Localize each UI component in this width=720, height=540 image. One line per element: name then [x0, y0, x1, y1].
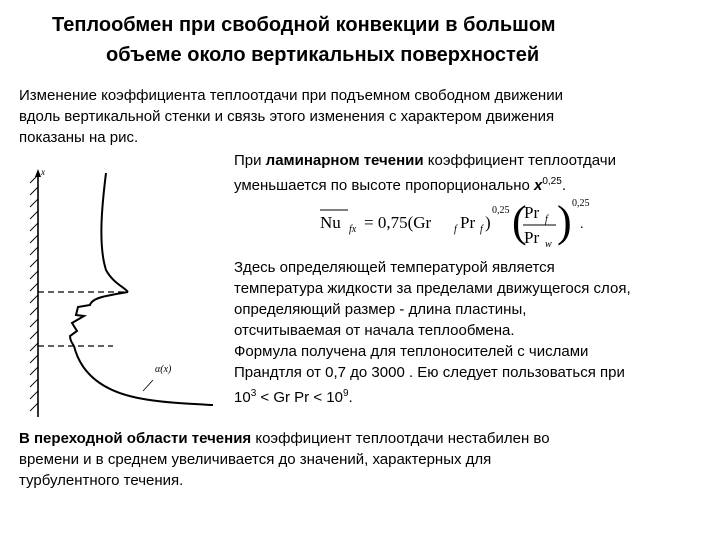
detail-paragraph: [234, 257, 714, 408]
detail-line-1: Здесь определяющей температурой является: [234, 259, 555, 276]
slide-title: [0, 10, 720, 70]
laminar-paragraph: [234, 150, 704, 196]
formula-nu-sub: fx: [349, 224, 357, 235]
range-end: .: [348, 389, 353, 406]
heat-transfer-figure: [18, 165, 223, 420]
range-low: 10: [234, 389, 251, 406]
laminar-line-2: [234, 171, 704, 196]
transition-line-1: [19, 428, 709, 449]
intro-line-2: вдоль вертикальной стенки и связь этого изменения с характером движения: [19, 108, 555, 125]
formula-eq: = 0,75(Gr: [364, 213, 432, 232]
title-line-1: Теплообмен при свободной конвекции в большом: [52, 14, 556, 36]
formula-exp-1: 0,25: [492, 205, 510, 216]
title-line-2: объеме около вертикальных поверхностей: [106, 44, 540, 66]
transition-paragraph: [19, 428, 709, 491]
curve-label-alpha: α(x): [155, 364, 172, 375]
formula-num-sub: f: [545, 214, 548, 225]
formula-num: Pr: [524, 203, 540, 222]
transition-line-2: времени и в среднем увеличивается до значений, характерных для: [19, 451, 492, 468]
formula-close: ): [485, 213, 491, 232]
formula-nu: Nu: [320, 213, 341, 232]
transition-line-3: турбулентного течения.: [19, 472, 184, 489]
formula-gr-sub: f: [454, 224, 457, 235]
formula-pr-sub: f: [480, 224, 483, 235]
detail-line-5: Формула получена для теплоносителей с числами: [234, 343, 589, 360]
laminar-line-1: [234, 150, 704, 171]
laminar-end: .: [561, 177, 566, 194]
transition-emphasis: В переходной области течения: [19, 430, 252, 447]
formula-exp-2: 0,25: [572, 198, 590, 209]
transition-line-1-rest: коэффициент теплоотдачи нестабилен во: [251, 430, 550, 447]
formula-paren-right: ): [557, 197, 572, 246]
transition-zigzag: [70, 292, 128, 346]
detail-line-4: отсчитываемая от начала теплообмена.: [234, 322, 515, 339]
curve-label-leader: [143, 380, 153, 391]
laminar-prefix: При: [234, 152, 266, 169]
detail-line-7: [234, 383, 714, 408]
range-mid: < Gr Pr < 10: [256, 389, 343, 406]
formula-paren-left: (: [512, 197, 527, 246]
laminar-line-1-rest: коэффициент теплоотдачи: [423, 152, 616, 169]
range-low-exp: 3: [250, 388, 257, 399]
intro-paragraph: [19, 85, 709, 148]
intro-line-3: показаны на рис.: [19, 129, 139, 146]
formula-den: Pr: [524, 228, 540, 247]
range-high-exp: 9: [342, 388, 349, 399]
formula-den-sub: w: [545, 239, 552, 250]
laminar-var-x: x: [534, 177, 543, 194]
detail-line-6: Прандтля от 0,7 до 3000 . Ею следует пользоваться при: [234, 364, 625, 381]
laminar-curve: [74, 346, 213, 405]
laminar-line-2-text: уменьшается по высоте пропорционально: [234, 177, 534, 194]
intro-line-1: Изменение коэффициента теплоотдачи при подъемном свободном движении: [19, 87, 563, 104]
formula-dot: .: [580, 217, 584, 232]
detail-line-2: температура жидкости за пределами движущегося слоя,: [234, 280, 631, 297]
laminar-exponent: 0,25: [542, 176, 562, 187]
detail-line-3: определяющий размер - длина пластины,: [234, 301, 527, 318]
formula-pr: Pr: [460, 213, 476, 232]
turbulent-curve: [101, 173, 128, 292]
wall-hatching: [30, 175, 38, 411]
nusselt-formula: [316, 196, 616, 254]
axis-label-x: x: [41, 167, 45, 177]
laminar-emphasis: ламинарном течении: [265, 152, 424, 169]
